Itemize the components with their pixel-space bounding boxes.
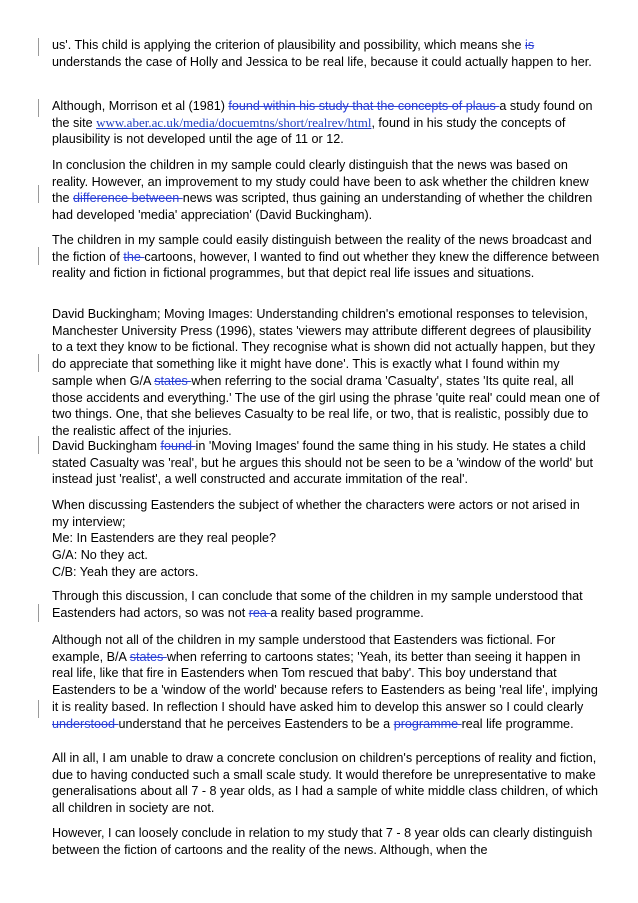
deleted-text: the bbox=[123, 249, 145, 264]
change-bar bbox=[38, 185, 39, 203]
paragraph bbox=[52, 98, 600, 148]
paragraph bbox=[52, 438, 600, 488]
text-run: when referring to cartoons states; 'Yeah, its better than seeing it happen in real life, like that fire in Eastenders when Tom rescued that baby'. This boy understand that Eastenders to be a 'window of the world' because refers to Eastenders as being 'real life', implying it is reality based. In reflection I should have asked him to develop this answer so I could clearly bbox=[52, 649, 598, 714]
text-run: Although not all of the children in my sample understood that Eastenders was fictional. For example, B/A bbox=[52, 633, 556, 664]
text-run: us'. This child is applying the criterion of plausibility and possibility, which means she bbox=[52, 38, 526, 52]
text-run: However, I can loosely conclude in relation to my study that 7 - 8 year olds can clearly distinguish between the fiction of cartoons and the reality of the news. Although, when the bbox=[52, 826, 593, 857]
deleted-text: understood bbox=[52, 716, 119, 731]
text-run: a reality based programme. bbox=[270, 605, 424, 620]
text-run: real life programme. bbox=[461, 716, 574, 731]
deleted-text: rea bbox=[248, 605, 271, 620]
text-run: David Buckingham bbox=[52, 439, 161, 453]
dialogue-block bbox=[52, 497, 600, 581]
paragraph bbox=[52, 37, 600, 70]
text-run: in 'Moving Images' found the same thing in his study. He states a child stated Casualty was 'real', but he argues this should not be seen to be a 'window of the world' but instead just 'realist', a well constructed and accurate immitation of the real'. bbox=[52, 439, 593, 487]
text-run: news was scripted, thus gaining an understanding of whether the children had developed 'media' appreciation' (David Buckingham). bbox=[52, 191, 593, 223]
text-run: All in all, I am unable to draw a concrete conclusion on children's perceptions of reality and fiction, due to having conducted such a small scale study. It would therefore be unrepresentative to make generalisations about all 7 - 8 year olds, as I had a sample of white middle class children, of which all children in society are not. bbox=[52, 751, 599, 816]
deleted-text: states bbox=[154, 373, 192, 388]
text-run: Although, Morrison et al (1981) bbox=[52, 99, 229, 113]
text-run: , found in his study the concepts of plausibility is not developed until the age of 11 or 12. bbox=[52, 115, 566, 147]
change-bar bbox=[38, 436, 39, 454]
deleted-text: found bbox=[160, 439, 196, 453]
text-run: understand that he perceives Eastenders to be a bbox=[118, 716, 394, 731]
change-bar bbox=[38, 354, 39, 372]
deleted-text: programme bbox=[393, 716, 462, 731]
deleted-text: found within his study that the concepts of plaus bbox=[228, 99, 500, 113]
deleted-text: difference between bbox=[73, 191, 183, 206]
paragraph bbox=[52, 306, 600, 440]
text-run: cartoons, however, I wanted to find out whether they knew the difference between reality and fiction in fictional programmes, but that depict real life issues and situations. bbox=[52, 249, 600, 281]
text-run: a study found on the site bbox=[52, 99, 593, 130]
text-run: The children in my sample could easily distinguish between the reality of the news broadcast and the fiction of bbox=[52, 233, 592, 264]
dialogue-line: Me: In Eastenders are they real people? bbox=[52, 531, 277, 546]
dialogue-intro: When discussing Eastenders the subject of whether the characters were actors or not arised in my interview; bbox=[52, 498, 580, 529]
text-run: understands the case of Holly and Jessica to be real life, because it could actually happen to her. bbox=[52, 54, 592, 69]
text-run: David Buckingham; Moving Images: Understanding children's emotional responses to television, Manchester University Press (1996), states 'viewers may attribute different degrees of plausibility to a text they know to be fictional. They recognise what is shown did not actually happen, but they do appreciate that something like it might have done'. This is exactly what I found within my sample when G/A bbox=[52, 307, 596, 388]
change-bar bbox=[38, 38, 39, 56]
paragraph bbox=[52, 157, 600, 224]
change-bar bbox=[38, 247, 39, 265]
source-link[interactable]: www.aber.ac.uk/media/docuemtns/short/realrev/html bbox=[96, 114, 372, 130]
dialogue-line: C/B: Yeah they are actors. bbox=[52, 564, 199, 579]
text-run: In conclusion the children in my sample could clearly distinguish that the news was based on reality. However, an improvement to my study could have been to ask whether the children knew the bbox=[52, 158, 589, 206]
paragraph bbox=[52, 232, 600, 282]
deleted-text: is bbox=[525, 38, 535, 52]
text-run: Through this discussion, I can conclude that some of the children in my sample understood that Eastenders had actors, so was not bbox=[52, 589, 583, 620]
deleted-text: states bbox=[129, 649, 167, 664]
dialogue-line: G/A: No they act. bbox=[52, 548, 148, 563]
paragraph bbox=[52, 632, 600, 732]
change-bar bbox=[38, 604, 39, 622]
text-run: when referring to the social drama 'Casualty', states 'Its quite real, all those accidents and everything.' The use of the girl using the phrase 'quite real' could mean one of two things. One, that she believes Casualty to be real life, or two, that is realistic, possibly due to the realistic affect of the injuries. bbox=[52, 373, 600, 438]
paragraph bbox=[52, 825, 600, 858]
change-bar bbox=[38, 99, 39, 117]
change-bar bbox=[38, 700, 39, 718]
paragraph bbox=[52, 588, 600, 621]
paragraph bbox=[52, 750, 600, 817]
